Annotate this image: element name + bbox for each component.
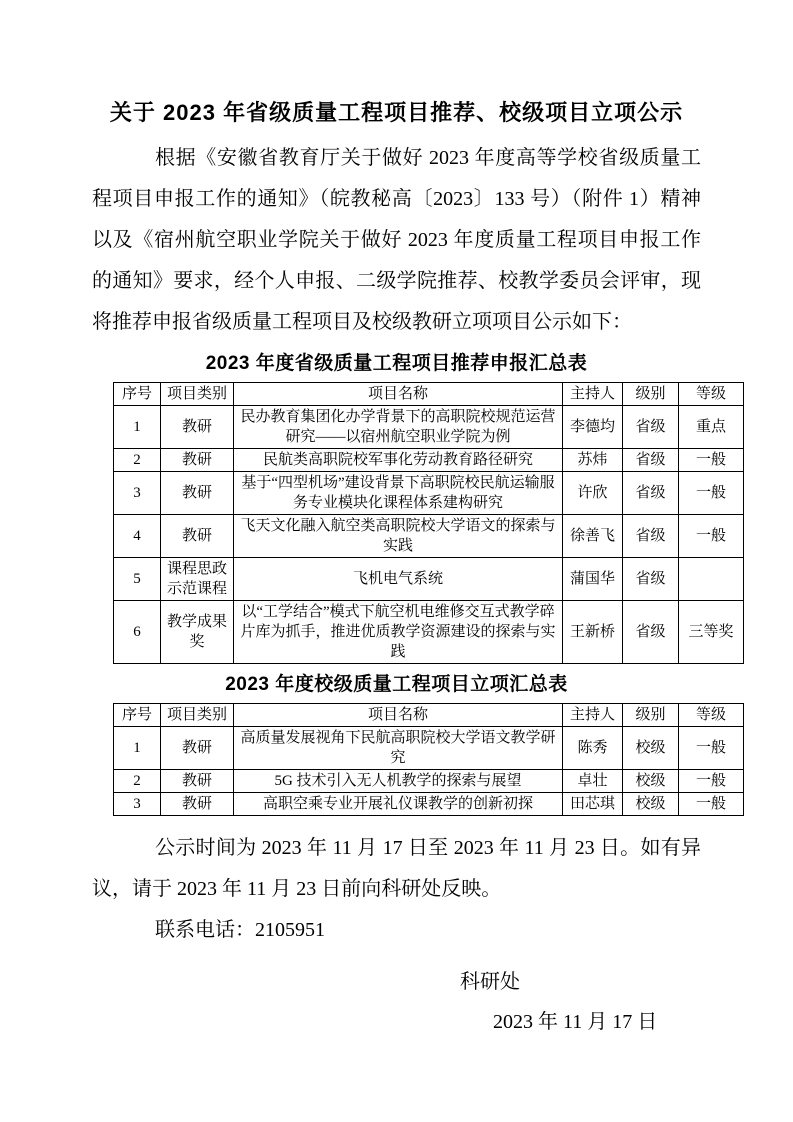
column-header: 序号 — [114, 383, 161, 406]
table-cell: 徐善飞 — [563, 515, 623, 558]
column-header: 级别 — [623, 704, 679, 727]
table-cell: 高质量发展视角下民航高职院校大学语文教学研究 — [234, 727, 563, 770]
column-header: 等级 — [679, 383, 744, 406]
document-title: 关于 2023 年省级质量工程项目推荐、校级项目立项公示 — [109, 100, 684, 125]
school-projects-table — [113, 703, 744, 816]
table-cell: 卓壮 — [563, 770, 623, 793]
table-cell: 蒲国华 — [563, 558, 623, 601]
table-cell: 王新桥 — [563, 601, 623, 664]
table-row — [114, 449, 744, 472]
table-cell: 李德均 — [563, 406, 623, 449]
table-cell: 1 — [114, 727, 161, 770]
table-cell: 一般 — [679, 770, 744, 793]
table-cell: 高职空乘专业开展礼仪课教学的创新初探 — [234, 793, 563, 816]
provincial-table-header — [114, 383, 744, 406]
table-cell: 省级 — [623, 515, 679, 558]
column-header: 等级 — [679, 704, 744, 727]
table-cell: 民航类高职院校军事化劳动教育路径研究 — [234, 449, 563, 472]
table-cell: 省级 — [623, 472, 679, 515]
table-cell: 田芯琪 — [563, 793, 623, 816]
table-cell: 一般 — [679, 793, 744, 816]
table-cell: 课程思政示范课程 — [161, 558, 234, 601]
provincial-table-caption: 2023 年度省级质量工程项目推荐申报汇总表 — [205, 353, 588, 374]
table-cell — [679, 558, 744, 601]
column-header: 项目名称 — [234, 383, 563, 406]
table-cell: 教研 — [161, 449, 234, 472]
table-cell: 3 — [114, 472, 161, 515]
table-cell: 教研 — [161, 770, 234, 793]
table-row — [114, 770, 744, 793]
intro-paragraph: 根据《安徽省教育厅关于做好 2023 年度高等学校省级质量工程项目申报工作的通知》（皖教秘高〔2023〕133 号）（附件 1）精神以及《宿州航空职业学院关于做好 2023 年度质量工程项目申报工作的通知》要求，经个人申报、二级学院推荐、校教学委员会评审，现将推荐申报省级质量工程项目及校级教研立项项目公示如下： — [92, 147, 701, 333]
contact-line: 联系电话：2105951 — [155, 919, 325, 941]
table-cell: 校级 — [623, 727, 679, 770]
table-cell: 1 — [114, 406, 161, 449]
table-row — [114, 515, 744, 558]
table-cell: 民办教育集团化办学背景下的高职院校规范运营研究——以宿州航空职业学院为例 — [234, 406, 563, 449]
table-cell: 以“工学结合”模式下航空机电维修交互式教学碎片库为抓手，推进优质教学资源建设的探索与实践 — [234, 601, 563, 664]
column-header: 级别 — [623, 383, 679, 406]
column-header: 项目类别 — [161, 704, 234, 727]
table-cell: 许欣 — [563, 472, 623, 515]
table-cell: 校级 — [623, 793, 679, 816]
table-row — [114, 558, 744, 601]
column-header: 项目名称 — [234, 704, 563, 727]
signature-date: 2023 年 11 月 17 日 — [493, 1011, 658, 1033]
table-row — [114, 406, 744, 449]
table-cell: 飞机电气系统 — [234, 558, 563, 601]
column-header: 主持人 — [563, 704, 623, 727]
table-cell: 省级 — [623, 601, 679, 664]
table-cell: 苏炜 — [563, 449, 623, 472]
school-table-header — [114, 704, 744, 727]
table-cell: 5G 技术引入无人机教学的探索与展望 — [234, 770, 563, 793]
table-cell: 一般 — [679, 515, 744, 558]
signature-department: 科研处 — [460, 971, 520, 993]
provincial-projects-table — [113, 382, 744, 664]
table-cell: 一般 — [679, 472, 744, 515]
table-row — [114, 793, 744, 816]
table-cell: 重点 — [679, 406, 744, 449]
table-cell: 教研 — [161, 727, 234, 770]
table-cell: 飞天文化融入航空类高职院校大学语文的探索与实践 — [234, 515, 563, 558]
table-cell: 教研 — [161, 793, 234, 816]
table-cell: 教研 — [161, 406, 234, 449]
table-cell: 教学成果奖 — [161, 601, 234, 664]
table-cell: 基于“四型机场”建设背景下高职院校民航运输服务专业模块化课程体系建构研究 — [234, 472, 563, 515]
table-cell: 省级 — [623, 406, 679, 449]
table-cell: 省级 — [623, 449, 679, 472]
table-row — [114, 472, 744, 515]
table-cell: 一般 — [679, 449, 744, 472]
table-cell: 一般 — [679, 727, 744, 770]
table-cell: 教研 — [161, 472, 234, 515]
table-cell: 校级 — [623, 770, 679, 793]
table-cell: 教研 — [161, 515, 234, 558]
table-cell: 4 — [114, 515, 161, 558]
closing-paragraph: 公示时间为 2023 年 11 月 17 日至 2023 年 11 月 23 日。如有异议，请于 2023 年 11 月 23 日前向科研处反映。 — [92, 837, 701, 900]
school-table-body — [114, 727, 744, 816]
school-table-caption: 2023 年度校级质量工程项目立项汇总表 — [225, 674, 568, 695]
table-cell: 3 — [114, 793, 161, 816]
header-row — [114, 383, 744, 406]
table-cell: 三等奖 — [679, 601, 744, 664]
column-header: 主持人 — [563, 383, 623, 406]
table-cell: 5 — [114, 558, 161, 601]
table-cell: 省级 — [623, 558, 679, 601]
column-header: 项目类别 — [161, 383, 234, 406]
header-row — [114, 704, 744, 727]
column-header: 序号 — [114, 704, 161, 727]
table-cell: 2 — [114, 770, 161, 793]
table-cell: 6 — [114, 601, 161, 664]
table-row — [114, 601, 744, 664]
table-row — [114, 727, 744, 770]
table-cell: 陈秀 — [563, 727, 623, 770]
provincial-table-body — [114, 406, 744, 664]
table-cell: 2 — [114, 449, 161, 472]
